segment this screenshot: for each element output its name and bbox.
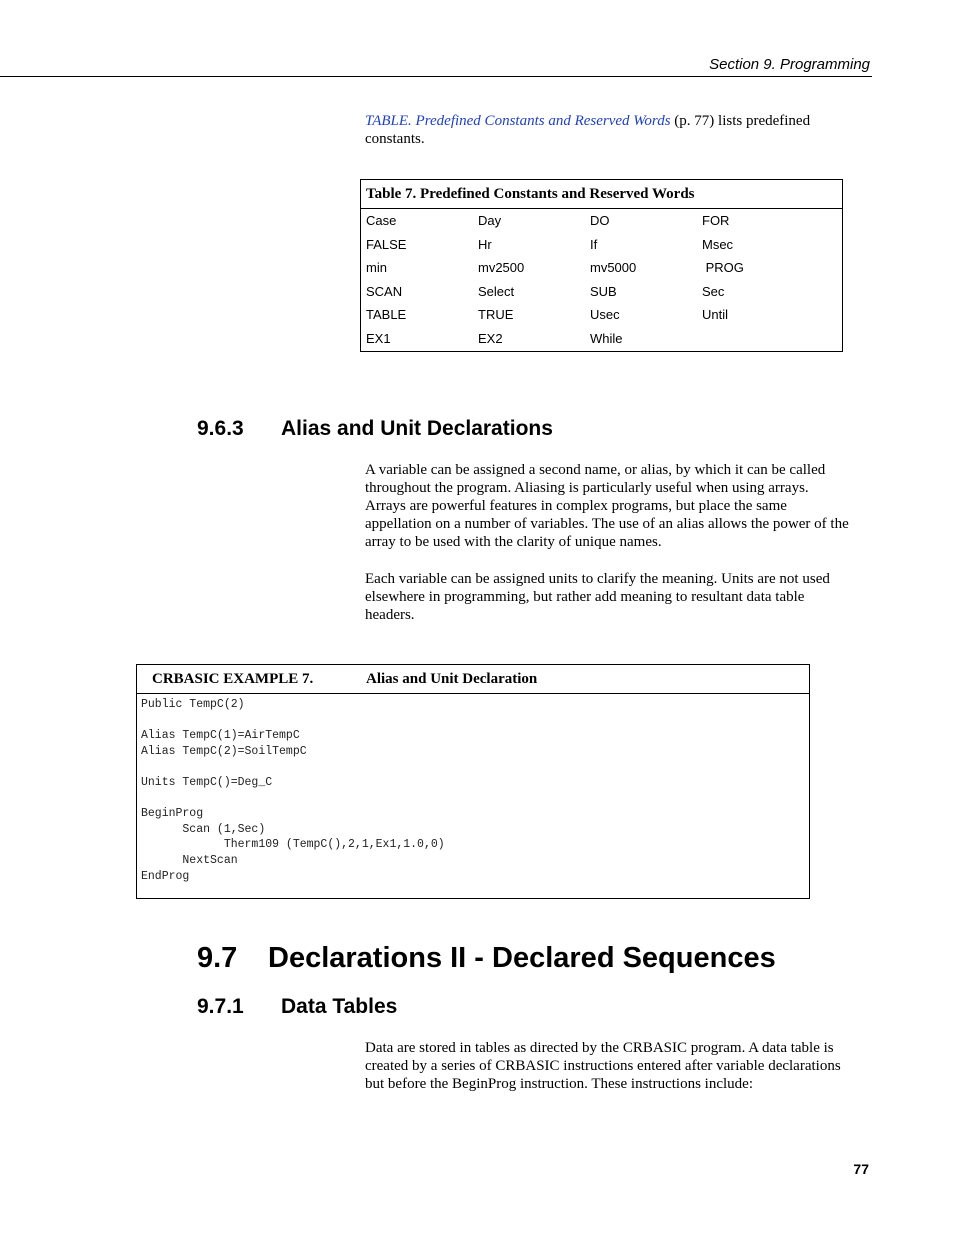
text-line: elsewhere in programming, but rather add meaning to resultant data table: [365, 589, 805, 605]
table-cell: [702, 330, 814, 354]
section-number: 9.6.3: [197, 417, 244, 440]
text-line: created by a series of CRBASIC instructions entered after variable declarations: [365, 1058, 841, 1074]
table-cell: FOR: [702, 213, 730, 228]
table-cell: mv2500: [478, 260, 525, 275]
table-cell: min: [366, 260, 387, 275]
code-line: Alias TempC(2)=SoilTempC: [141, 744, 307, 758]
example-caption: Alias and Unit Declaration: [366, 671, 538, 687]
running-header: Section 9. Programming: [709, 56, 870, 73]
code-line: Scan (1,Sec): [141, 822, 266, 836]
text-line: headers.: [365, 607, 415, 623]
text-line: appellation on a number of variables. The use of an alias allows the power of the: [365, 516, 849, 532]
table-cell: TABLE: [366, 307, 407, 322]
code-line: Public TempC(2): [141, 698, 245, 711]
section-number: 9.7: [197, 942, 238, 974]
text-line: throughout the program. Aliasing is particularly useful when using arrays.: [365, 480, 809, 496]
units-paragraph: [365, 570, 873, 624]
table-cell: PROG: [702, 260, 744, 275]
section-title: Declarations II - Declared Sequences: [268, 942, 776, 974]
intro-paragraph: [365, 112, 873, 148]
table-cell: While: [590, 330, 623, 346]
section-title: Alias and Unit Declarations: [281, 417, 553, 440]
text-line: Each variable can be assigned units to clarify the meaning. Units are not used: [365, 571, 830, 587]
code-line: Units TempC()=Deg_C: [141, 775, 273, 789]
code-line: BeginProg: [141, 807, 204, 821]
text-line: Arrays are powerful features in complex programs, but place the same: [365, 498, 787, 514]
section-heading-963: [197, 417, 553, 441]
page-number: 77: [853, 1161, 869, 1177]
section-heading-971: [197, 995, 397, 1019]
table-cell: Hr: [478, 236, 492, 252]
table-cell: EX1: [366, 330, 391, 346]
table-cell: FALSE: [366, 236, 407, 252]
intro-text-line2: constants.: [365, 131, 425, 147]
table-cell: If: [590, 236, 598, 252]
code-line: [141, 759, 809, 775]
table-link[interactable]: TABLE. Predefined Constants and Reserved Words: [365, 113, 671, 129]
table-cell: Sec: [702, 283, 725, 299]
table-cell: Day: [478, 213, 502, 228]
table-cell: mv5000: [590, 260, 637, 275]
table-cell: DO: [590, 213, 610, 228]
table-title: Table 7. Predefined Constants and Reserved Words: [361, 180, 842, 209]
table-cell: Case: [366, 213, 397, 228]
text-line: A variable can be assigned a second name, or alias, by which it can be called: [365, 462, 826, 478]
crbasic-example-box: [136, 664, 810, 899]
text-line: array to be used with the clarity of unique names.: [365, 534, 662, 550]
table-cell: TRUE: [478, 307, 514, 322]
table-cell: Msec: [702, 236, 734, 252]
code-line: [141, 713, 809, 729]
table-cell: SUB: [590, 283, 617, 299]
section-number: 9.7.1: [197, 995, 244, 1018]
section-heading-97: [197, 942, 776, 975]
code-line: EndProg: [141, 869, 190, 883]
example-title: [137, 665, 809, 694]
alias-paragraph: [365, 461, 873, 551]
code-line: Alias TempC(1)=AirTempC: [141, 729, 300, 743]
table-body: [361, 209, 842, 353]
reserved-words-table: [360, 179, 843, 352]
section-title: Data Tables: [281, 995, 398, 1018]
header-rule: [0, 76, 872, 77]
code-line: Therm109 (TempC(),2,1,Ex1,1.0,0): [141, 838, 445, 852]
code-line: NextScan: [141, 853, 238, 867]
table-cell: Until: [702, 307, 729, 322]
code-block: [137, 694, 809, 884]
example-label: CRBASIC EXAMPLE 7.: [152, 671, 314, 687]
text-line: Data are stored in tables as directed by the CRBASIC program. A data table is: [365, 1040, 834, 1056]
code-line: [141, 791, 809, 807]
table-cell: Select: [478, 283, 515, 299]
text-line: but before the BeginProg instruction. These instructions include:: [365, 1076, 753, 1092]
data-tables-paragraph: [365, 1039, 873, 1093]
intro-text-line1: (p. 77) lists predefined: [670, 113, 811, 129]
table-cell: Usec: [590, 307, 620, 322]
table-cell: SCAN: [366, 283, 403, 299]
table-cell: EX2: [478, 330, 503, 346]
